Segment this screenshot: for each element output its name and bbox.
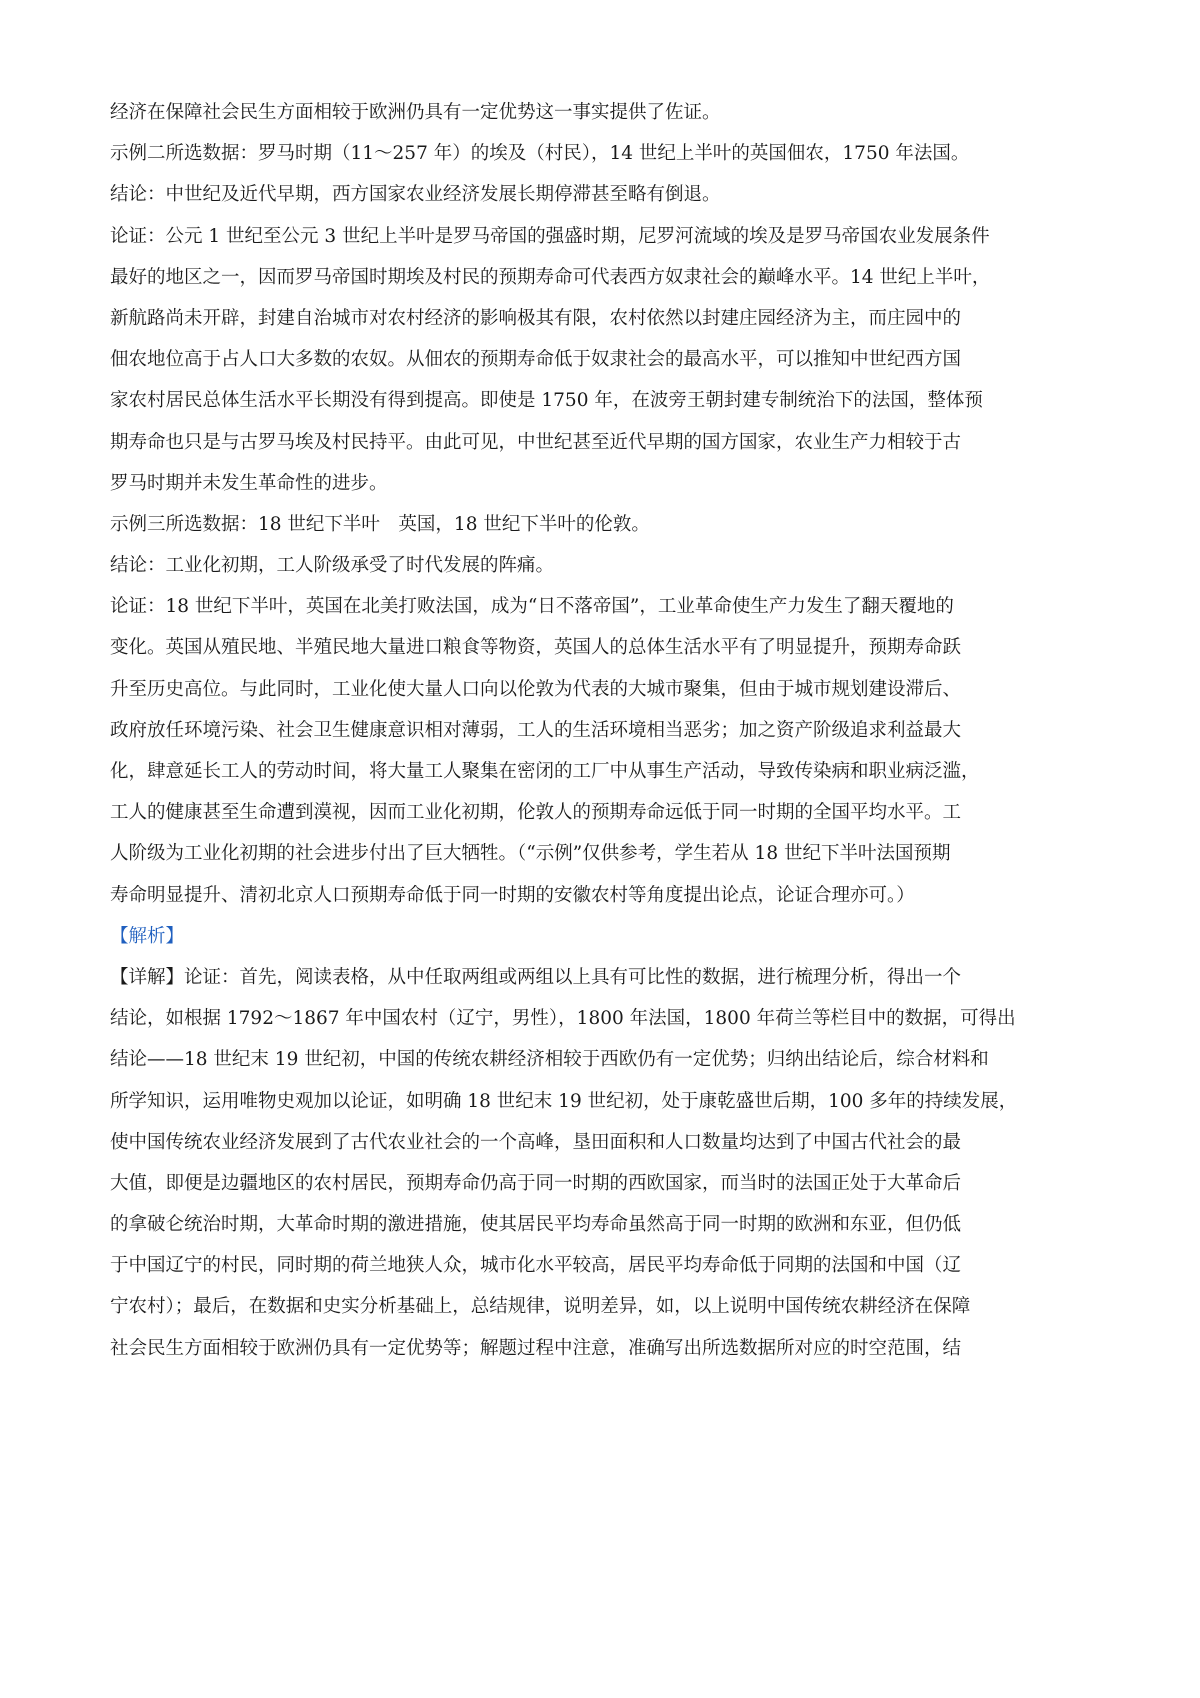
text-line: 最好的地区之一，因而罗马帝国时期埃及村民的预期寿命可代表西方奴隶社会的巅峰水平。14 世纪上半叶， (110, 266, 991, 288)
text-line: 变化。英国从殖民地、半殖民地大量进口粮食等物资，英国人的总体生活水平有了明显提升，预期寿命跃 (110, 637, 962, 659)
text-line: 结论：工业化初期，工人阶级承受了时代发展的阵痛。 (110, 555, 555, 577)
paragraph-conclusion-support (110, 92, 1100, 133)
text-line: 期寿命也只是与古罗马埃及村民持平。由此可见，中世纪甚至近代早期的国方国家，农业生产力相较于古 (110, 431, 962, 453)
text-line: 罗马时期并未发生革命性的进步。 (110, 472, 388, 494)
text-line: 工人的健康甚至生命遭到漠视，因而工业化初期，伦敦人的预期寿命远低于同一时期的全国平均水平。工 (110, 802, 962, 824)
paragraph-analysis-heading (110, 916, 1100, 957)
text-line: 家农村居民总体生活水平长期没有得到提高。即使是 1750 年，在波旁王朝封建专制统治下的法国，整体预 (110, 390, 983, 412)
text-line: 论证：18 世纪下半叶，英国在北美打败法国，成为“日不落帝国”，工业革命使生产力发生了翻天覆地的 (110, 596, 954, 618)
text-line: 使中国传统农业经济发展到了古代农业社会的一个高峰，垦田面积和人口数量均达到了中国古代社会的最 (110, 1131, 962, 1153)
text-line: 佃农地位高于占人口大多数的农奴。从佃农的预期寿命低于奴隶社会的最高水平，可以推知中世纪西方国 (110, 349, 962, 371)
text-line: 政府放任环境污染、社会卫生健康意识相对薄弱，工人的生活环境相当恶劣；加之资产阶级追求利益最大 (110, 719, 962, 741)
section-tag-analysis: 【解析】 (110, 925, 185, 947)
text-line: 论证：公元 1 世纪至公元 3 世纪上半叶是罗马帝国的强盛时期，尼罗河流域的埃及是罗马帝国农业发展条件 (110, 225, 990, 247)
text-line: 宁农村）；最后，在数据和史实分析基础上，总结规律，说明差异，如，以上说明中国传统农耕经济在保障 (110, 1296, 971, 1318)
text-line: 新航路尚未开辟，封建自治城市对农村经济的影响极其有限，农村依然以封建庄园经济为主，而庄园中的 (110, 307, 962, 329)
text-line: 升至历史高位。与此同时，工业化使大量人口向以伦敦为代表的大城市聚集，但由于城市规划建设滞后、 (110, 678, 962, 700)
text-line: 结论——18 世纪末 19 世纪初，中国的传统农耕经济相较于西欧仍有一定优势；归纳出结论后，综合材料和 (110, 1049, 989, 1071)
text-line: 示例二所选数据：罗马时期（11～257 年）的埃及（村民），14 世纪上半叶的英国佃农，1750 年法国。 (110, 143, 970, 165)
text-line: 人阶级为工业化初期的社会进步付出了巨大牺牲。（“示例”仅供参考，学生若从 18 世纪下半叶法国预期 (110, 843, 951, 865)
text-line: 的拿破仑统治时期，大革命时期的激进措施，使其居民平均寿命虽然高于同一时期的欧洲和东亚，但仍低 (110, 1214, 962, 1236)
text-line: 结论，如根据 1792～1867 年中国农村（辽宁，男性），1800 年法国，1800 年荷兰等栏目中的数据，可得出 (110, 1008, 1016, 1030)
text-line: 所学知识，运用唯物史观加以论证，如明确 18 世纪末 19 世纪初，处于康乾盛世后期，100 多年的持续发展， (110, 1090, 1018, 1112)
text-line: 大值，即便是边疆地区的农村居民，预期寿命仍高于同一时期的西欧国家，而当时的法国正处于大革命后 (110, 1172, 962, 1194)
paragraph-example2-conclusion (110, 174, 1100, 215)
text-line: 于中国辽宁的村民，同时期的荷兰地狭人众，城市化水平较高，居民平均寿命低于同期的法国和中国（辽 (110, 1255, 962, 1277)
text-line: 寿命明显提升、清初北京人口预期寿命低于同一时期的安徽农村等角度提出论点，论证合理亦可。） (110, 884, 915, 906)
paragraph-example3-argument (110, 586, 1100, 916)
text-line: 结论：中世纪及近代早期，西方国家农业经济发展长期停滞甚至略有倒退。 (110, 184, 721, 206)
paragraph-example2-argument (110, 216, 1100, 504)
paragraph-example3-conclusion (110, 545, 1100, 586)
text-line: 社会民生方面相较于欧洲仍具有一定优势等；解题过程中注意，准确写出所选数据所对应的时空范围，结 (110, 1337, 962, 1359)
text-line: 经济在保障社会民生方面相较于欧洲仍具有一定优势这一事实提供了佐证。 (110, 102, 721, 123)
paragraph-example3-data (110, 504, 1100, 545)
text-line: 【详解】论证：首先，阅读表格，从中任取两组或两组以上具有可比性的数据，进行梳理分析，得出一个 (110, 966, 962, 988)
text-line: 化，肆意延长工人的劳动时间，将大量工人聚集在密闭的工厂中从事生产活动，导致传染病和职业病泛滥， (110, 761, 980, 782)
paragraph-example2-data (110, 133, 1100, 174)
text-line: 示例三所选数据：18 世纪下半叶 英国，18 世纪下半叶的伦敦。 (110, 513, 650, 535)
paragraph-detailed-explanation (110, 957, 1100, 1369)
answer-content (110, 92, 1100, 1369)
